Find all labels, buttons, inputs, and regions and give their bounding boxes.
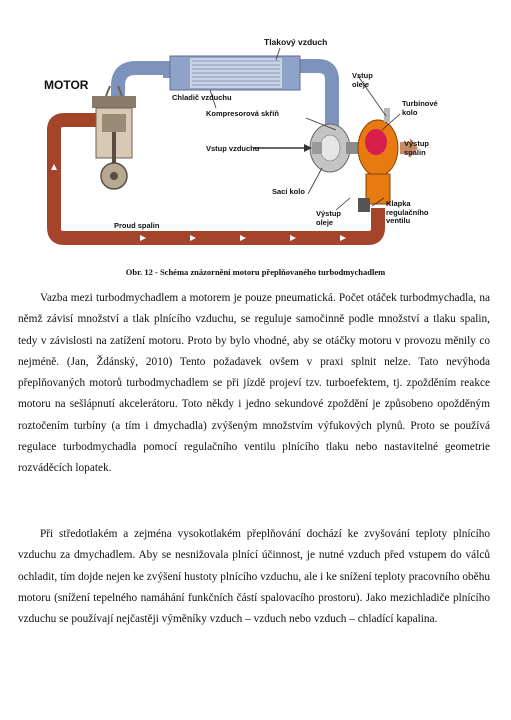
label-klapka: Klapka regulačního ventilu: [386, 199, 429, 225]
label-tlakovy-vzduch: Tlakový vzduch: [264, 37, 328, 47]
label-vystup-spalin: Výstup spalin: [404, 139, 430, 157]
label-chladic-vzduchu: Chladič vzduchu: [172, 93, 232, 102]
label-vstup-oleje: Vstup oleje: [352, 71, 373, 89]
figure-caption: Obr. 12 - Schéma znázornění motoru přeplňovaného turbodmychadlem: [125, 267, 386, 277]
label-saci-kolo: Sací kolo: [272, 187, 305, 196]
air-pipe-to-compressor: [298, 66, 332, 130]
label-proud-spalin: Proud spalin: [114, 221, 160, 230]
compressor-housing: [310, 124, 350, 172]
paragraph-2-text: Při středotlakém a zejména vysokotlakém přeplňování dochází ke zvyšování teploty plnícího vzduchu za dmychadlem. Aby se nesnižovala plnící účinnost, je nutné vzduch před vstupem do válců ochladit, tím dojde nejen ke zvýšení hustoty plnícího vzduchu, ale i ke snížení teploty pracovního oběhu motoru (snížení tepelného namáhání funkčních částí spalovacího prostoru). Jako mezichladiče plnícího vzduchu se používají nejčastěji výměníky vzduch – vzduch nebo vzduch – chladící kapalina.: [18, 528, 490, 626]
wastegate-valve: [358, 198, 370, 212]
paragraph-1-text: Vazba mezi turbodmychadlem a motorem je pouze pneumatická. Počet otáček turbodmychadla, na němž závisí množství a tlak plnícího vzduchu, se reguluje samočinně podle množství a tlaku spalin, tedy v závislosti na zatížení motoru. Proto by bylo vhodné, aby se otáčky motoru v provozu měnily co nejméně. (Jan, Ždánský, 2010) Tento požadavek ovšem v praxi splnit nelze. Tato nevýhoda přeplňovaných motorů turbodmychadlem se při jízdě projeví tzv. turboefektem, tj. zpožděním reakce motoru na sešlápnutí akcelerátoru. Toto někdy i jedno sekundové zpoždění je způsobeno opožděným roztočením turbíny (a tím i dmychadla) zvýšeným množstvím výfukových plynů. Proto se používá regulace turbodmychadla pomocí regulačního ventilu plnícího tlaku nebo nastavitelné geometrie rozváděcích lopatek.: [18, 292, 490, 475]
engine: [92, 86, 136, 189]
intercooler: [170, 56, 300, 90]
label-motor: MOTOR: [44, 78, 89, 92]
air-pipe: [118, 68, 170, 98]
label-vstup-vzduchu: Vstup vzduchu: [206, 144, 260, 153]
turbocharger-diagram: [40, 30, 480, 262]
paragraph-1: [18, 288, 490, 480]
label-kompresorova-skrin: Kompresorová skříň: [206, 109, 279, 118]
turbine-housing: [358, 108, 398, 204]
label-turbinove-kolo: Turbínové kolo: [402, 99, 438, 117]
label-vystup-oleje: Výstup oleje: [316, 209, 342, 227]
exhaust-flow-arrows: [51, 164, 346, 241]
paragraph-2: [18, 524, 490, 630]
intake-arrow: [254, 144, 312, 152]
